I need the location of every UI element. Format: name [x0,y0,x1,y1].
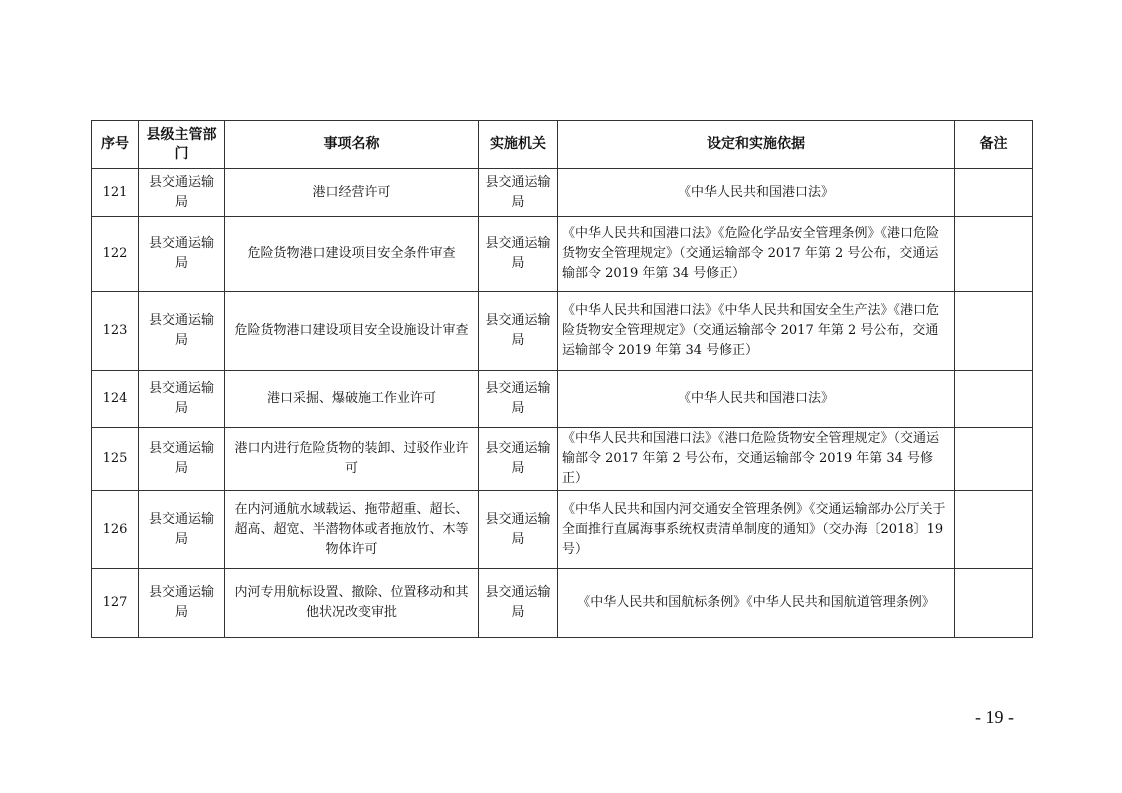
header-item: 事项名称 [225,121,479,169]
cell-serial: 122 [92,217,139,292]
cell-item: 港口内进行危险货物的装卸、过驳作业许可 [225,428,479,491]
cell-dept: 县交通运输局 [139,371,225,428]
cell-note [955,371,1033,428]
header-agency: 实施机关 [479,121,558,169]
table-row [92,491,1033,569]
table-row [92,169,1033,217]
cell-basis: 《中华人民共和国港口法》《中华人民共和国安全生产法》《港口危险货物安全管理规定》（交通运输部令 2017 年第 2 号公布，交通运输部令 2019 年第 34 号修正） [558,292,955,371]
cell-item: 危险货物港口建设项目安全设施设计审查 [225,292,479,371]
cell-note [955,169,1033,217]
table-row [92,371,1033,428]
cell-agency: 县交通运输局 [479,491,558,569]
cell-serial: 121 [92,169,139,217]
cell-note [955,292,1033,371]
cell-dept: 县交通运输局 [139,569,225,638]
cell-note [955,217,1033,292]
cell-agency: 县交通运输局 [479,169,558,217]
cell-serial: 125 [92,428,139,491]
header-basis: 设定和实施依据 [558,121,955,169]
table-row [92,292,1033,371]
cell-dept: 县交通运输局 [139,169,225,217]
header-serial: 序号 [92,121,139,169]
cell-item: 危险货物港口建设项目安全条件审查 [225,217,479,292]
cell-serial: 123 [92,292,139,371]
cell-basis: 《中华人民共和国内河交通安全管理条例》《交通运输部办公厅关于全面推行直属海事系统权责清单制度的通知》（交办海〔2018〕19 号） [558,491,955,569]
cell-serial: 126 [92,491,139,569]
cell-item: 港口采掘、爆破施工作业许可 [225,371,479,428]
table-row [92,428,1033,491]
cell-basis: 《中华人民共和国港口法》《港口危险货物安全管理规定》（交通运输部令 2017 年第 2 号公布，交通运输部令 2019 年第 34 号修正） [558,428,955,491]
cell-agency: 县交通运输局 [479,428,558,491]
cell-agency: 县交通运输局 [479,217,558,292]
header-dept: 县级主管部门 [139,121,225,169]
table-row [92,217,1033,292]
cell-agency: 县交通运输局 [479,292,558,371]
cell-basis: 《中华人民共和国航标条例》《中华人民共和国航道管理条例》 [558,569,955,638]
page-number: - 19 - [975,707,1014,727]
cell-agency: 县交通运输局 [479,371,558,428]
permit-table [91,120,1033,638]
cell-item: 在内河通航水域载运、拖带超重、超长、超高、超宽、半潜物体或者拖放竹、木等物体许可 [225,491,479,569]
cell-dept: 县交通运输局 [139,428,225,491]
header-row [92,121,1033,169]
cell-item: 内河专用航标设置、撤除、位置移动和其他状况改变审批 [225,569,479,638]
cell-basis: 《中华人民共和国港口法》《危险化学品安全管理条例》《港口危险货物安全管理规定》（交通运输部令 2017 年第 2 号公布，交通运输部令 2019 年第 34 号修正） [558,217,955,292]
cell-basis: 《中华人民共和国港口法》 [558,169,955,217]
cell-serial: 124 [92,371,139,428]
cell-serial: 127 [92,569,139,638]
cell-dept: 县交通运输局 [139,491,225,569]
cell-note [955,491,1033,569]
cell-note [955,569,1033,638]
cell-note [955,428,1033,491]
cell-dept: 县交通运输局 [139,292,225,371]
header-note: 备注 [955,121,1033,169]
cell-item: 港口经营许可 [225,169,479,217]
cell-agency: 县交通运输局 [479,569,558,638]
table-row [92,569,1033,638]
cell-dept: 县交通运输局 [139,217,225,292]
cell-basis: 《中华人民共和国港口法》 [558,371,955,428]
